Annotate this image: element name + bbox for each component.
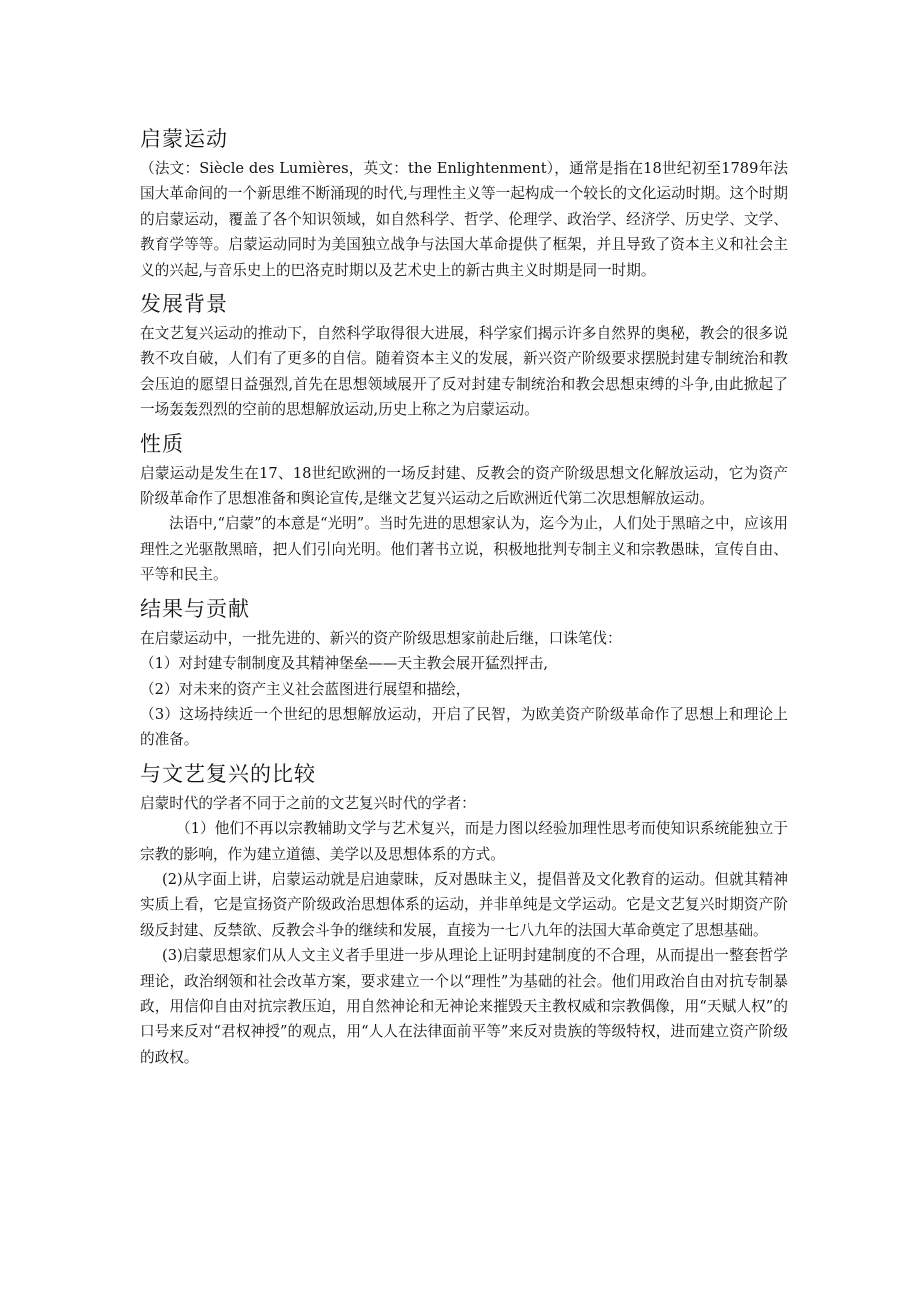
- comparison-paragraph: （1）他们不再以宗教辅助文学与艺术复兴，而是力图以经验加理性思考而使知识系统能独立于宗教的影响，作为建立道德、美学以及思想体系的方式。: [140, 820, 788, 863]
- background-paragraph: 在文艺复兴运动的推动下，自然科学取得很大进展，科学家们揭示许多自然界的奥秘，教会的很多说教不攻自破，人们有了更多的自信。随着资本主义的发展，新兴资产阶级要求摆脱封建专制统治和教会压迫的愿望日益强烈,首先在思想领域展开了反对封建专制统治和教会思想束缚的斗争,由此掀起了一场轰轰烈烈的空前的思想解放运动,历史上称之为启蒙运动。: [140, 325, 788, 419]
- results-list-item: （3）这场持续近一个世纪的思想解放运动，开启了民智，为欧美资产阶级革命作了思想上和理论上的准备。: [140, 705, 788, 749]
- section-heading: 启蒙运动: [140, 127, 228, 151]
- results-list-item: （1）对封建专制制度及其精神堡垒——天主教会展开猛烈抨击,: [140, 655, 548, 673]
- section-heading: 与文艺复兴的比较: [140, 761, 316, 786]
- section-comparison: [140, 757, 788, 1070]
- results-list-item: （2）对未来的资产主义社会蓝图进行展望和描绘，: [140, 680, 471, 698]
- comparison-paragraph: (3)启蒙思想家们从人文主义者手里进一步从理论上证明封建制度的不合理，从而提出一整套哲学理论，政治纲领和社会改革方案，要求建立一个以“理性”为基础的社会。他们用政治自由对抗专制暴政，用信仰自由对抗宗教压迫，用自然神论和无神论来摧毁天主教权威和宗教偶像，用“天赋人权”的口号来反对“君权神授”的观点，用“人人在法律面前平等”来反对贵族的等级特权，进而建立资产阶级的政权。: [140, 947, 788, 1066]
- section-heading: 性质: [140, 431, 184, 456]
- nature-paragraph: 法语中,“启蒙”的本意是“光明”。当时先进的思想家认为，迄今为止，人们处于黑暗之中，应该用理性之光驱散黑暗，把人们引向光明。他们著书立说，积极地批判专制主义和宗教愚昧，宣传自由、平等和民主。: [140, 515, 788, 584]
- section-heading: 发展背景: [140, 292, 228, 317]
- section-nature: [140, 427, 788, 588]
- section-enlightenment: [140, 122, 788, 283]
- section-heading: 结果与贡献: [140, 596, 250, 621]
- results-paragraph: 在启蒙运动中，一批先进的、新兴的资产阶级思想家前赴后继，口诛笔伐：: [140, 629, 622, 647]
- section-results: [140, 592, 788, 753]
- document-page: [140, 118, 788, 1070]
- comparison-paragraph: 启蒙时代的学者不同于之前的文艺复兴时代的学者：: [140, 794, 476, 812]
- intro-paragraph: （法文：Siècle des Lumières，英文：the Enlightenment），通常是指在18世纪初至1789年法国大革命间的一个新思维不断涌现的时代,与理性主义等一起构成一个较长的文化运动时期。这个时期的启蒙运动，覆盖了各个知识领域，如自然科学、哲学、伦理学、政治学、经济学、历史学、文学、教育学等等。启蒙运动同时为美国独立战争与法国大革命提供了框架，并且导致了资本主义和社会主义的兴起,与音乐史上的巴洛克时期以及艺术史上的新古典主义时期是同一时期。: [140, 160, 788, 279]
- comparison-paragraph: (2)从字面上讲，启蒙运动就是启迪蒙昧，反对愚昧主义，提倡普及文化教育的运动。但就其精神实质上看，它是宣扬资产阶级政治思想体系的运动，并非单纯是文学运动。它是文艺复兴时期资产阶级反封建、反禁欲、反教会斗争的继续和发展，直接为一七八九年的法国大革命奠定了思想基础。: [140, 870, 788, 939]
- section-background: [140, 287, 788, 423]
- nature-paragraph: 启蒙运动是发生在17、18世纪欧洲的一场反封建、反教会的资产阶级思想文化解放运动，它为资产阶级革命作了思想准备和舆论宣传,是继文艺复兴运动之后欧洲近代第二次思想解放运动。: [140, 464, 788, 508]
